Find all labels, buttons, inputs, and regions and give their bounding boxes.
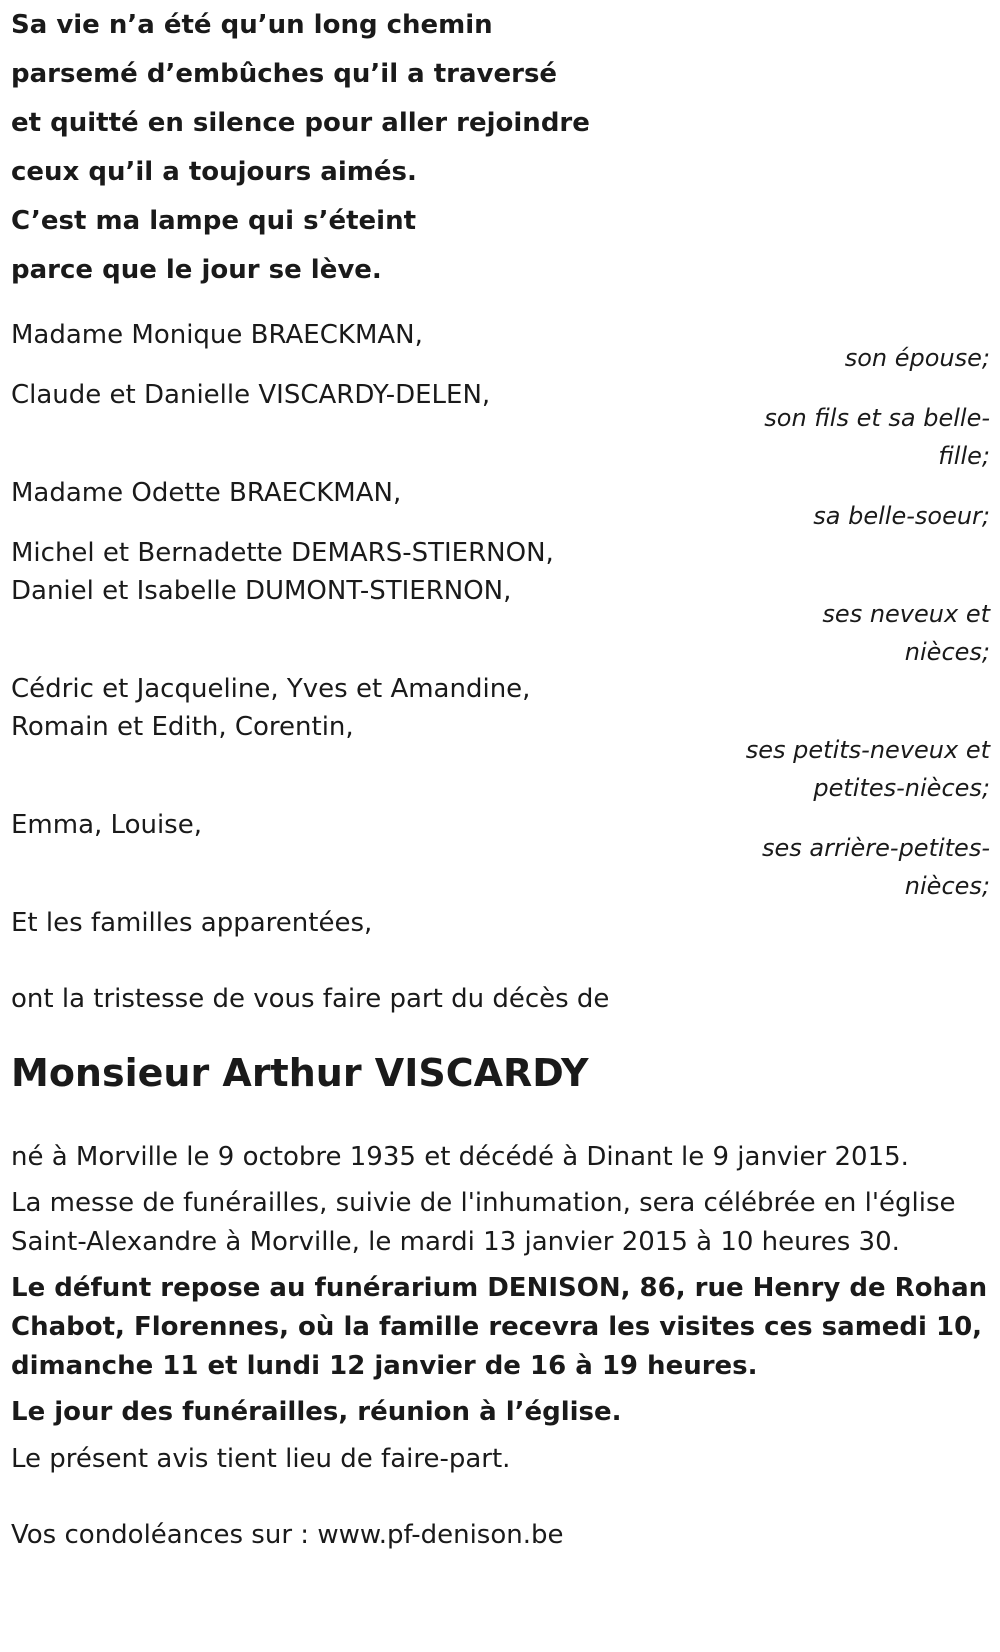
family-names: Claude et Danielle VISCARDY-DELEN, xyxy=(11,380,491,410)
family-names: Emma, Louise, xyxy=(11,810,202,840)
mass-line: Saint-Alexandre à Morville, le mardi 13 janvier 2015 à 10 heures 30. xyxy=(11,1227,900,1257)
announcement-intro: ont la tristesse de vous faire part du décès de xyxy=(11,984,610,1014)
family-relation: ses neveux et xyxy=(822,600,990,628)
poem-line: parce que le jour se lève. xyxy=(11,255,382,285)
family-names: Madame Monique BRAECKMAN, xyxy=(11,320,423,350)
condolences-link[interactable]: Vos condoléances sur : www.pf-denison.be xyxy=(11,1520,564,1550)
funerarium-line: dimanche 11 et lundi 12 janvier de 16 à 19 heures. xyxy=(11,1351,758,1381)
deceased-name: Monsieur Arthur VISCARDY xyxy=(11,1051,589,1095)
mass-line: La messe de funérailles, suivie de l'inhumation, sera célébrée en l'église xyxy=(11,1188,956,1218)
poem-line: ceux qu’il a toujours aimés. xyxy=(11,157,417,187)
family-relation: petites-nièces; xyxy=(813,774,990,802)
family-relation: nièces; xyxy=(904,872,990,900)
family-names: Romain et Edith, Corentin, xyxy=(11,712,354,742)
family-names: Cédric et Jacqueline, Yves et Amandine, xyxy=(11,674,531,704)
reunion-note: Le jour des funérailles, réunion à l’église. xyxy=(11,1397,622,1427)
poem-line: Sa vie n’a été qu’un long chemin xyxy=(11,10,493,40)
family-relation: son épouse; xyxy=(844,344,990,372)
birth-death-dates: né à Morville le 9 octobre 1935 et décédé à Dinant le 9 janvier 2015. xyxy=(11,1142,909,1172)
notice-note: Le présent avis tient lieu de faire-part. xyxy=(11,1444,511,1474)
mass-details xyxy=(11,1184,971,1262)
poem-line: C’est ma lampe qui s’éteint xyxy=(11,206,417,236)
family-relation: fille; xyxy=(938,442,990,470)
poem-line: et quitté en silence pour aller rejoindre xyxy=(11,108,590,138)
family-relation: ses petits-neveux et xyxy=(745,736,990,764)
poem xyxy=(11,1,590,295)
family-names: Et les familles apparentées, xyxy=(11,908,373,938)
family-relation: son fils et sa belle- xyxy=(764,404,990,432)
family-relation: ses arrière-petites- xyxy=(762,834,990,862)
family-names: Madame Odette BRAECKMAN, xyxy=(11,478,402,508)
funerarium-line: Chabot, Florennes, où la famille recevra les visites ces samedi 10, xyxy=(11,1312,983,1342)
poem-line: parsemé d’embûches qu’il a traversé xyxy=(11,59,558,89)
funerarium-details xyxy=(11,1269,988,1386)
family-names: Daniel et Isabelle DUMONT-STIERNON, xyxy=(11,576,512,606)
funerarium-line: Le défunt repose au funérarium DENISON, 86, rue Henry de Rohan xyxy=(11,1273,988,1303)
family-names: Michel et Bernadette DEMARS-STIERNON, xyxy=(11,538,554,568)
family-relation: nièces; xyxy=(904,638,990,666)
family-relation: sa belle-soeur; xyxy=(813,502,990,530)
